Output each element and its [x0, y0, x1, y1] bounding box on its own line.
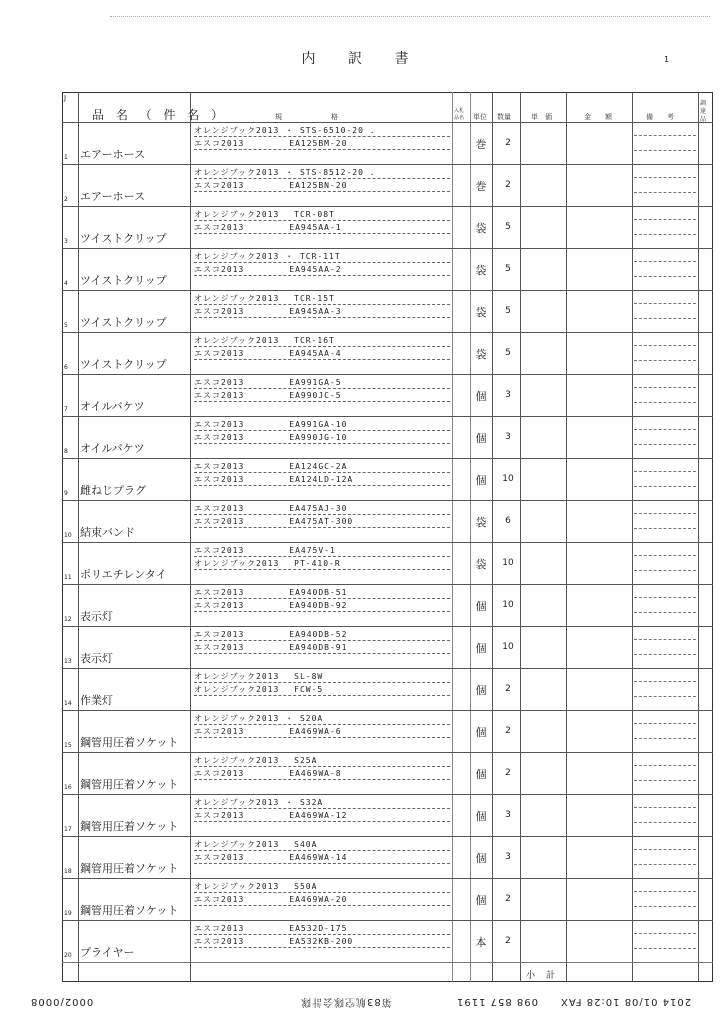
remarks-dash [634, 135, 696, 136]
row-number: 14 [64, 700, 72, 707]
row-number: 8 [64, 448, 68, 455]
row-qty: 2 [505, 180, 511, 190]
remarks-dash [634, 807, 696, 808]
remarks-dash [634, 948, 696, 949]
col-line [78, 92, 79, 982]
col-line [520, 92, 521, 982]
row-number: 2 [64, 196, 68, 203]
row-spec-2: エスコ2013 EA469WA-12 [194, 810, 450, 822]
remarks-dash [634, 597, 696, 598]
row-spec-1: エスコ2013 EA475V-1 [194, 545, 450, 557]
row-rule [62, 290, 713, 291]
row-qty: 5 [505, 222, 511, 232]
remarks-dash [634, 639, 696, 640]
row-spec-2: エスコ2013 EA475AT-300 [194, 516, 450, 528]
row-unit: 個 [475, 390, 487, 403]
row-spec-2: エスコ2013 EA469WA-14 [194, 852, 450, 864]
row-qty: 2 [505, 768, 511, 778]
row-spec-2: エスコ2013 EA469WA-20 [194, 894, 450, 906]
remarks-dash [634, 429, 696, 430]
row-spec-1: オレンジブック2013 ・ S32A [194, 797, 450, 809]
remarks-dash [634, 765, 696, 766]
remarks-dash [634, 261, 696, 262]
row-item-name: ツイストクリップ [80, 232, 167, 245]
row-item-name: 鋼管用圧着ソケット [80, 778, 179, 791]
row-qty: 5 [505, 306, 511, 316]
table-bottom-rule [62, 962, 713, 963]
row-rule [62, 542, 713, 543]
row-number: 4 [64, 280, 68, 287]
row-rule [62, 878, 713, 879]
subtotal-label: 小 計 [526, 971, 559, 981]
remarks-dash [634, 471, 696, 472]
remarks-dash [634, 303, 696, 304]
row-spec-1: エスコ2013 EA991GA-5 [194, 377, 450, 389]
row-item-name: ツイストクリップ [80, 358, 167, 371]
remarks-dash [634, 486, 696, 487]
col-line [698, 92, 699, 982]
remarks-dash [634, 177, 696, 178]
remarks-dash [634, 513, 696, 514]
row-spec-1: エスコ2013 EA532D-175 [194, 923, 450, 935]
row-rule [62, 500, 713, 501]
row-qty: 3 [505, 432, 511, 442]
row-item-name: ツイストクリップ [80, 316, 167, 329]
row-spec-2: エスコ2013 EA990JC-5 [194, 390, 450, 402]
row-item-name: 鋼管用圧着ソケット [80, 820, 179, 833]
remarks-dash [634, 780, 696, 781]
header-spec: 規 格 [275, 113, 338, 121]
fax-sender: 第83航空隊会計隊 [300, 996, 392, 1007]
remarks-dash [634, 276, 696, 277]
row-qty: 2 [505, 894, 511, 904]
row-unit: 袋 [475, 306, 487, 319]
row-item-name: エアーホース [80, 148, 146, 161]
header-unit-price: 単 価 [531, 113, 552, 121]
row-rule [62, 794, 713, 795]
row-number: 11 [64, 574, 72, 581]
header-small-a: 入札 [454, 108, 465, 114]
row-spec-2: エスコ2013 EA125BN-20 [194, 180, 450, 192]
row-spec-1: オレンジブック2013 S50A [194, 881, 450, 893]
remarks-dash [634, 150, 696, 151]
row-spec-1: オレンジブック2013 SL-8W [194, 671, 450, 683]
row-spec-2: エスコ2013 EA940DB-92 [194, 600, 450, 612]
row-rule [62, 710, 713, 711]
row-qty: 10 [502, 600, 514, 610]
row-number: 10 [64, 532, 72, 539]
row-unit: 個 [475, 726, 487, 739]
row-rule [62, 332, 713, 333]
row-unit: 袋 [475, 516, 487, 529]
row-number: 18 [64, 868, 72, 875]
row-unit: 袋 [475, 348, 487, 361]
row-unit: 本 [475, 936, 487, 949]
header-amount: 金 額 [584, 113, 612, 121]
row-spec-2: エスコ2013 EA532KB-200 [194, 936, 450, 948]
remarks-dash [634, 555, 696, 556]
row-item-name: エアーホース [80, 190, 146, 203]
row-item-name: 鋼管用圧着ソケット [80, 904, 179, 917]
header-small-b: 品名 [454, 115, 465, 121]
row-qty: 2 [505, 684, 511, 694]
row-spec-2: エスコ2013 EA940DB-91 [194, 642, 450, 654]
row-spec-2: エスコ2013 EA124LD-12A [194, 474, 450, 486]
remarks-dash [634, 738, 696, 739]
remarks-dash [634, 696, 696, 697]
row-item-name: 表示灯 [80, 652, 113, 665]
row-qty: 2 [505, 138, 511, 148]
row-unit: 個 [475, 852, 487, 865]
row-number: 1 [64, 154, 68, 161]
row-item-name: 鋼管用圧着ソケット [80, 736, 179, 749]
row-unit: 個 [475, 684, 487, 697]
row-unit: 袋 [475, 558, 487, 571]
row-qty: 2 [505, 726, 511, 736]
remarks-dash [634, 318, 696, 319]
row-spec-2: エスコ2013 EA469WA-6 [194, 726, 450, 738]
row-unit: 個 [475, 810, 487, 823]
row-spec-1: オレンジブック2013 S40A [194, 839, 450, 851]
row-unit: 個 [475, 432, 487, 445]
remarks-dash [634, 723, 696, 724]
row-number: 15 [64, 742, 72, 749]
row-spec-1: オレンジブック2013 ・ S20A [194, 713, 450, 725]
row-rule [62, 248, 713, 249]
row-unit: 個 [475, 642, 487, 655]
remarks-dash [634, 528, 696, 529]
row-item-name: 鋼管用圧着ソケット [80, 862, 179, 875]
header-item-name: 品 名 （ 件 名 ） [92, 108, 228, 122]
row-spec-2: エスコ2013 EA945AA-1 [194, 222, 450, 234]
header-remarks: 備 考 [646, 113, 674, 121]
row-spec-1: エスコ2013 EA124GC-2A [194, 461, 450, 473]
row-unit: 個 [475, 894, 487, 907]
col-line [190, 92, 191, 982]
row-number: 20 [64, 952, 72, 959]
row-qty: 6 [505, 516, 511, 526]
remarks-dash [634, 864, 696, 865]
row-spec-1: エスコ2013 EA991GA-10 [194, 419, 450, 431]
row-qty: 3 [505, 852, 511, 862]
row-item-name: 表示灯 [80, 610, 113, 623]
row-rule [62, 836, 713, 837]
remarks-dash [634, 681, 696, 682]
row-spec-2: オレンジブック2013 PT-410-R [194, 558, 450, 570]
header-unit: 単位 [473, 113, 487, 121]
row-spec-1: オレンジブック2013 TCR-08T [194, 209, 450, 221]
row-qty: 10 [502, 474, 514, 484]
remarks-dash [634, 234, 696, 235]
row-rule [62, 752, 713, 753]
remarks-dash [634, 906, 696, 907]
row-qty: 3 [505, 810, 511, 820]
row-rule [62, 458, 713, 459]
remarks-dash [634, 192, 696, 193]
row-spec-1: エスコ2013 EA940DB-52 [194, 629, 450, 641]
row-spec-1: エスコ2013 EA940DB-51 [194, 587, 450, 599]
row-number: 19 [64, 910, 72, 917]
row-number: 17 [64, 826, 72, 833]
header-rule [62, 122, 713, 123]
row-number: 9 [64, 490, 68, 497]
remarks-dash [634, 444, 696, 445]
row-spec-2: エスコ2013 EA945AA-3 [194, 306, 450, 318]
row-unit: 個 [475, 768, 487, 781]
row-number: 3 [64, 238, 68, 245]
row-item-name: ポリエチレンタイ [80, 568, 167, 581]
document-title: 内 訳 書 [301, 51, 423, 67]
row-number: 16 [64, 784, 72, 791]
row-rule [62, 374, 713, 375]
remarks-dash [634, 219, 696, 220]
row-spec-2: エスコ2013 EA990JG-10 [194, 432, 450, 444]
header-mark: J [64, 94, 67, 102]
row-unit: 巻 [475, 180, 487, 193]
row-unit: 巻 [475, 138, 487, 151]
row-qty: 10 [502, 642, 514, 652]
row-qty: 3 [505, 390, 511, 400]
row-rule [62, 920, 713, 921]
fax-number: 098 857 1191 [456, 996, 538, 1007]
row-spec-1: オレンジブック2013 TCR-16T [194, 335, 450, 347]
row-spec-2: エスコ2013 EA945AA-2 [194, 264, 450, 276]
row-spec-1: オレンジブック2013 ・ STS-6510-20 . [194, 125, 450, 137]
remarks-dash [634, 570, 696, 571]
row-rule [62, 668, 713, 669]
row-qty: 5 [505, 348, 511, 358]
fax-page: 0002/0008 [30, 996, 94, 1007]
remarks-dash [634, 360, 696, 361]
row-item-name: 雌ねじプラグ [80, 484, 146, 497]
col-line [492, 92, 493, 982]
row-qty: 10 [502, 558, 514, 568]
row-rule [62, 626, 713, 627]
remarks-dash [634, 822, 696, 823]
row-item-name: オイルバケツ [80, 442, 145, 455]
row-item-name: プライヤー [80, 946, 135, 959]
row-number: 12 [64, 616, 72, 623]
remarks-dash [634, 654, 696, 655]
row-item-name: 作業灯 [80, 694, 113, 707]
row-unit: 個 [475, 600, 487, 613]
row-spec-1: オレンジブック2013 S25A [194, 755, 450, 767]
row-rule [62, 164, 713, 165]
page-number: 1 [664, 55, 670, 64]
row-spec-2: エスコ2013 EA469WA-8 [194, 768, 450, 780]
row-number: 13 [64, 658, 72, 665]
row-spec-2: エスコ2013 EA125BM-20 [194, 138, 450, 150]
header-qty: 数量 [497, 113, 511, 121]
col-line [452, 92, 453, 982]
remarks-dash [634, 402, 696, 403]
remarks-dash [634, 612, 696, 613]
row-spec-1: オレンジブック2013 ・ STS-8512-20 . [194, 167, 450, 179]
row-number: 7 [64, 406, 68, 413]
row-spec-1: オレンジブック2013 TCR-15T [194, 293, 450, 305]
row-rule [62, 584, 713, 585]
row-rule [62, 416, 713, 417]
row-item-name: オイルバケツ [80, 400, 145, 413]
row-rule [62, 206, 713, 207]
header-procurement: 調 達 品 [700, 100, 707, 123]
row-qty: 2 [505, 936, 511, 946]
col-line [632, 92, 633, 982]
row-item-name: 結束バンド [80, 526, 135, 539]
remarks-dash [634, 849, 696, 850]
row-spec-1: エスコ2013 EA475AJ-30 [194, 503, 450, 515]
fax-datetime: 2014 01/08 10:28 FAX [560, 996, 692, 1007]
row-unit: 個 [475, 474, 487, 487]
remarks-dash [634, 345, 696, 346]
fax-scan-line [110, 16, 710, 17]
remarks-dash [634, 387, 696, 388]
col-line [470, 92, 471, 982]
row-number: 6 [64, 364, 68, 371]
row-qty: 5 [505, 264, 511, 274]
row-spec-2: オレンジブック2013 FCW-5 [194, 684, 450, 696]
row-number: 5 [64, 322, 68, 329]
row-unit: 袋 [475, 222, 487, 235]
remarks-dash [634, 933, 696, 934]
row-item-name: ツイストクリップ [80, 274, 167, 287]
row-spec-1: オレンジブック2013 ・ TCR-11T [194, 251, 450, 263]
col-line [566, 92, 567, 982]
row-unit: 袋 [475, 264, 487, 277]
remarks-dash [634, 891, 696, 892]
row-spec-2: エスコ2013 EA945AA-4 [194, 348, 450, 360]
